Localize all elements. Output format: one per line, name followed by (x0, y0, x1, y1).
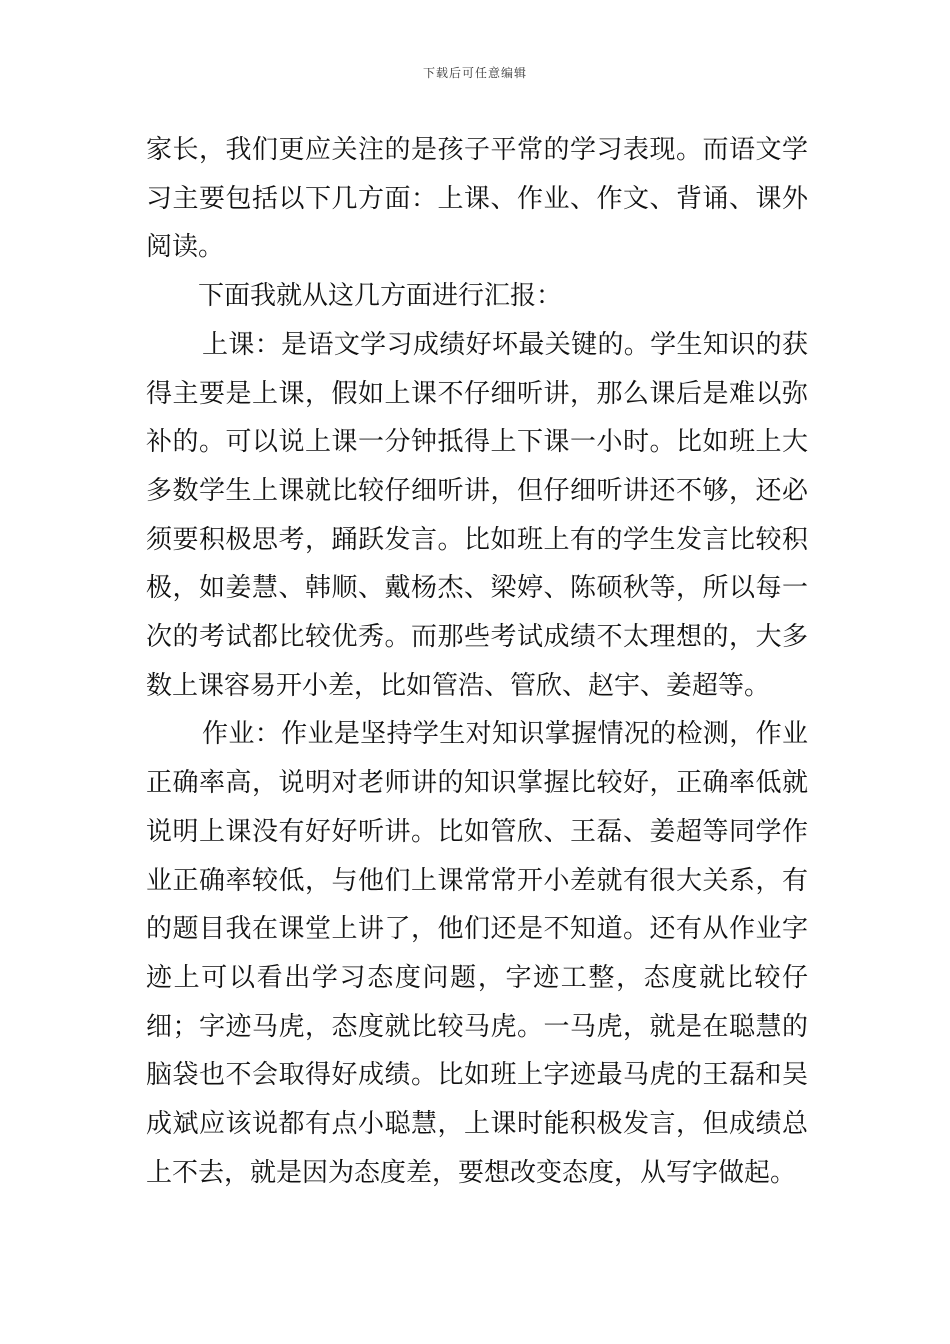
paragraph-intro-continued: 家长，我们更应关注的是孩子平常的学习表现。而语文学习主要包括以下几方面：上课、作业、作文、背诵、课外阅读。 (146, 135, 808, 263)
paragraph-homework: 作业：作业是坚持学生对知识掌握情况的检测，作业正确率高，说明对老师讲的知识掌握比较好，正确率低就说明上课没有好好听讲。比如管欣、王磊、姜超等同学作业正确率较低，与他们上课常常开小差就有很大关系，有的题目我在课堂上讲了，他们还是不知道。还有从作业字迹上可以看出学习态度问题，字迹工整，态度就比较仔细；字迹马虎，态度就比较马虎。一马虎，就是在聪慧的脑袋也不会取得好成绩。比如班上字迹最马虎的王磊和吴成斌应该说都有点小聪慧，上课时能积极发言，但成绩总上不去，就是因为态度差，要想改变态度，从写字做起。 (146, 719, 808, 1188)
document-body (146, 126, 808, 1197)
paragraph-report-intro: 下面我就从这几方面进行汇报： (198, 281, 563, 312)
paragraph-classes: 上课：是语文学习成绩好坏最关键的。学生知识的获得主要是上课，假如上课不仔细听讲，那么课后是难以弥补的。可以说上课一分钟抵得上下课一小时。比如班上大多数学生上课就比较仔细听讲，但仔细听讲还不够，还必须要积极思考，踊跃发言。比如班上有的学生发言比较积极，如姜慧、韩顺、戴杨杰、梁婷、陈硕秋等，所以每一次的考试都比较优秀。而那些考试成绩不太理想的，大多数上课容易开小差，比如管浩、管欣、赵宇、姜超等。 (146, 329, 808, 701)
page-header-note: 下载后可任意编辑 (422, 66, 527, 80)
